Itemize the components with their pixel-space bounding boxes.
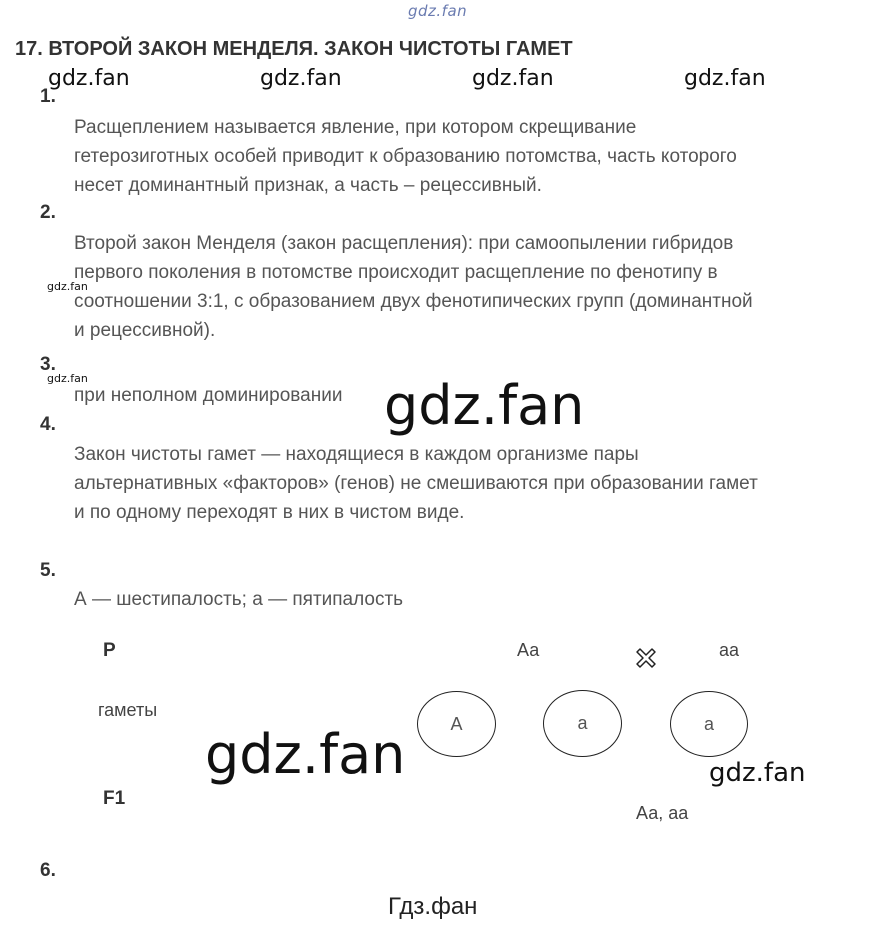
text-line: А — шестипалость; а — пятипалость	[74, 589, 404, 610]
gametes-label: гаметы	[98, 700, 158, 720]
item-number: 3.	[40, 354, 56, 375]
item-number: 1.	[40, 86, 56, 107]
watermark-small: gdz.fan	[47, 280, 88, 293]
text-line: соотношении 3:1, с образованием двух фенотипических групп (доминантной	[74, 291, 753, 312]
item-number: 6.	[40, 860, 56, 881]
watermark-small: gdz.fan	[47, 372, 88, 385]
watermark: gdz.fan	[709, 758, 806, 788]
parents-label: Р	[103, 640, 116, 661]
item-number: 4.	[40, 414, 56, 435]
answer-text	[74, 381, 342, 410]
answer-text	[74, 440, 758, 527]
gamete-circle	[670, 691, 748, 757]
parent-genotype-2: аа	[719, 640, 740, 660]
gamete-circle	[543, 690, 622, 757]
text-line: Закон чистоты гамет — находящиеся в каждом организме пары	[74, 444, 639, 465]
answer-text	[74, 229, 753, 345]
text-line: при неполном доминировании	[74, 385, 343, 406]
item-number: 2.	[40, 202, 56, 223]
text-line: и рецессивной).	[74, 320, 216, 341]
text-line: Второй закон Менделя (закон расщепления): при самоопылении гибридов	[74, 233, 734, 254]
gamete-allele: а	[703, 713, 714, 734]
watermark: gdz.fan	[684, 66, 766, 91]
text-line: альтернативных «факторов» (генов) не смешиваются при образовании гамет	[74, 473, 758, 494]
footer-watermark: Гдз.фан	[388, 893, 478, 920]
watermark-large: gdz.fan	[205, 723, 406, 786]
text-line: гетерозиготных особей приводит к образованию потомства, часть которого	[74, 146, 737, 167]
watermark-top: gdz.fan	[408, 2, 468, 20]
text-line: несет доминантный признак, а часть – рецессивный.	[74, 175, 542, 196]
watermark: gdz.fan	[472, 66, 554, 91]
text-line: и по одному переходят в них в чистом виде.	[74, 502, 465, 523]
text-line: первого поколения в потомстве происходит расщепление по фенотипу в	[74, 262, 718, 283]
gamete-allele: а	[577, 713, 588, 733]
text-line: Расщеплением называется явление, при котором скрещивание	[74, 117, 637, 138]
watermark: gdz.fan	[48, 66, 130, 91]
item-number: 5.	[40, 560, 56, 581]
cross-symbol-icon	[634, 646, 658, 670]
answer-text	[74, 585, 403, 614]
gamete-circle	[417, 691, 496, 757]
f1-label: F1	[103, 788, 126, 809]
watermark: gdz.fan	[260, 66, 342, 91]
f1-result: Аа, аа	[636, 803, 689, 823]
page-title: 17. ВТОРОЙ ЗАКОН МЕНДЕЛЯ. ЗАКОН ЧИСТОТЫ ГАМЕТ	[15, 38, 573, 60]
parent-genotype-1: Аа	[517, 640, 540, 660]
gamete-allele: А	[450, 713, 463, 734]
answer-text	[74, 113, 737, 200]
watermark-large: gdz.fan	[384, 374, 585, 437]
